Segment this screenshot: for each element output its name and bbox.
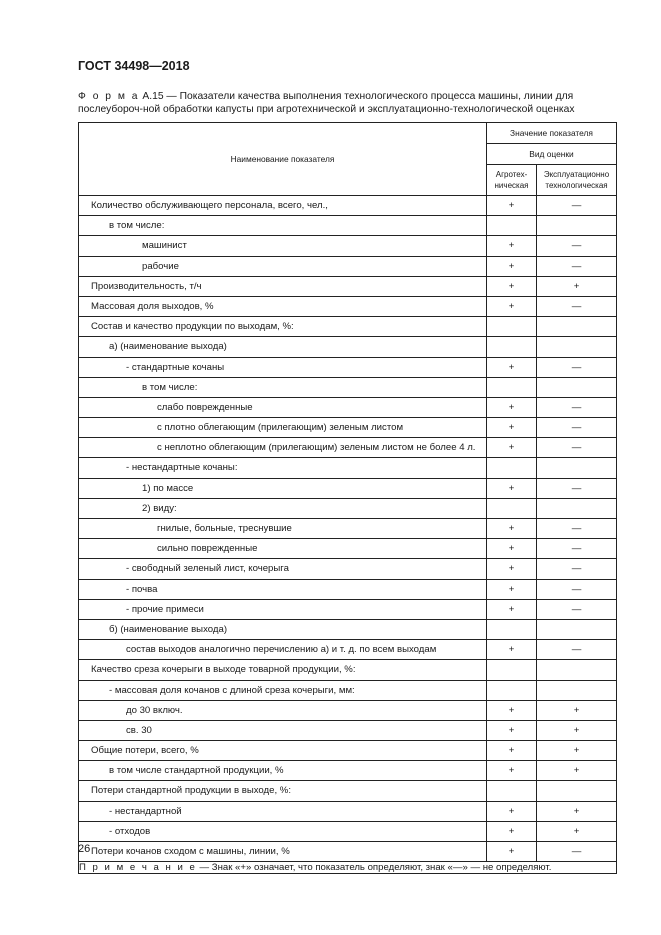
table-row xyxy=(79,741,617,761)
mark-value: + xyxy=(508,442,515,454)
mark-value xyxy=(487,458,536,477)
indicator-name-cell xyxy=(79,216,487,236)
table-row xyxy=(79,619,617,639)
agrotechnical-mark xyxy=(487,539,537,559)
indicator-name-cell xyxy=(79,317,487,337)
indicator-name: гнилые, больные, треснувшие xyxy=(157,523,292,534)
agrotechnical-mark xyxy=(487,418,537,438)
mark-value xyxy=(537,781,616,800)
operational-mark xyxy=(537,619,617,639)
mark-value xyxy=(487,499,536,518)
indicator-name-cell xyxy=(79,599,487,619)
mark-value xyxy=(487,660,536,679)
indicator-name: - нестандартные кочаны: xyxy=(126,462,238,474)
table-row xyxy=(79,377,617,397)
indicator-name-cell xyxy=(79,377,487,397)
table-row xyxy=(79,317,617,337)
mark-value xyxy=(487,216,536,235)
operational-mark xyxy=(537,236,617,256)
mark-value: — xyxy=(571,543,582,555)
indicator-name-cell xyxy=(79,821,487,841)
operational-mark xyxy=(537,377,617,397)
mark-value xyxy=(537,620,616,639)
indicator-name-cell xyxy=(79,761,487,781)
mark-value: — xyxy=(571,644,582,656)
agrotechnical-mark xyxy=(487,519,537,539)
indicator-name-cell xyxy=(79,619,487,639)
operational-mark xyxy=(537,458,617,478)
table-row xyxy=(79,397,617,417)
agrotechnical-mark xyxy=(487,317,537,337)
table-row xyxy=(79,842,617,862)
mark-value xyxy=(537,216,616,235)
indicator-name-cell xyxy=(79,296,487,316)
mark-value: + xyxy=(508,300,515,312)
mark-value: — xyxy=(571,361,582,373)
mark-value: + xyxy=(508,603,515,615)
agrotechnical-mark xyxy=(487,781,537,801)
operational-mark xyxy=(537,519,617,539)
operational-mark xyxy=(537,579,617,599)
operational-mark xyxy=(537,296,617,316)
operational-mark xyxy=(537,317,617,337)
mark-value: + xyxy=(508,523,515,534)
agrotechnical-mark xyxy=(487,579,537,599)
indicator-name-cell xyxy=(79,720,487,740)
indicator-name-cell xyxy=(79,539,487,559)
indicator-name: в том числе: xyxy=(109,220,165,232)
indicator-name-cell xyxy=(79,700,487,720)
mark-value: + xyxy=(573,825,580,837)
agrotechnical-mark xyxy=(487,216,537,236)
table-note xyxy=(79,862,617,874)
indicator-name-cell xyxy=(79,660,487,680)
operational-mark xyxy=(537,256,617,276)
indicators-table xyxy=(78,122,617,874)
mark-value: — xyxy=(571,422,582,434)
note-label: П р и м е ч а н и е xyxy=(79,862,197,874)
indicator-name-cell xyxy=(79,357,487,377)
table-row xyxy=(79,418,617,438)
indicator-name: - прочие примеси xyxy=(126,603,204,615)
agrotechnical-mark xyxy=(487,660,537,680)
caption-text: А.15 — Показатели качества выполнения технологического процесса машины, линии для послеубороч-ной обработки капусты при агротехнической и эксплуатационно-технологической оценках xyxy=(78,91,575,115)
table-row xyxy=(79,196,617,216)
mark-value: + xyxy=(508,724,515,736)
indicator-name: б) (наименование выхода) xyxy=(109,623,228,635)
table-row xyxy=(79,559,617,579)
operational-mark xyxy=(537,821,617,841)
indicator-name-cell xyxy=(79,196,487,216)
mark-value: + xyxy=(508,704,515,716)
indicator-name: Качество среза кочерыги в выходе товарной продукции, %: xyxy=(91,664,356,676)
table-row xyxy=(79,276,617,296)
table-row xyxy=(79,579,617,599)
operational-mark xyxy=(537,741,617,761)
header-operational: Эксплуатационно технологическая xyxy=(537,165,617,196)
table-row xyxy=(79,680,617,700)
table-caption xyxy=(78,90,616,116)
operational-mark xyxy=(537,700,617,720)
indicator-name: - стандартные кочаны xyxy=(126,361,225,373)
operational-mark xyxy=(537,801,617,821)
indicator-name: Общие потери, всего, % xyxy=(91,745,199,757)
mark-value: + xyxy=(508,563,515,575)
indicator-name: Массовая доля выходов, % xyxy=(91,300,214,312)
table-row xyxy=(79,821,617,841)
agrotechnical-mark xyxy=(487,236,537,256)
indicator-name-cell xyxy=(79,498,487,518)
agrotechnical-mark xyxy=(487,276,537,296)
operational-mark xyxy=(537,498,617,518)
mark-value: + xyxy=(508,260,515,272)
header-assessment-kind: Вид оценки xyxy=(487,144,617,165)
operational-mark xyxy=(537,660,617,680)
table-body xyxy=(79,196,617,862)
indicator-name: с неплотно облегающим (прилегающим) зеленым листом не более 4 л. xyxy=(157,442,476,454)
table-row xyxy=(79,236,617,256)
table-row xyxy=(79,296,617,316)
table-row xyxy=(79,539,617,559)
table-row xyxy=(79,700,617,720)
mark-value: + xyxy=(573,745,580,757)
mark-value: — xyxy=(571,482,582,494)
mark-value: + xyxy=(508,280,515,292)
operational-mark xyxy=(537,761,617,781)
table-row xyxy=(79,478,617,498)
agrotechnical-mark xyxy=(487,640,537,660)
mark-value xyxy=(537,499,616,518)
agrotechnical-mark xyxy=(487,397,537,417)
table-row xyxy=(79,640,617,660)
indicator-name-cell xyxy=(79,397,487,417)
indicator-name-cell xyxy=(79,559,487,579)
table-row xyxy=(79,498,617,518)
agrotechnical-mark xyxy=(487,559,537,579)
indicator-name: в том числе стандартной продукции, % xyxy=(109,765,284,777)
mark-value: — xyxy=(571,260,582,272)
mark-value xyxy=(487,337,536,356)
agrotechnical-mark xyxy=(487,761,537,781)
agrotechnical-mark xyxy=(487,256,537,276)
mark-value xyxy=(537,317,616,336)
header-indicator-name: Наименование показателя xyxy=(79,123,487,196)
mark-value xyxy=(487,317,536,336)
indicator-name: 2) виду: xyxy=(142,502,177,514)
mark-value: + xyxy=(508,644,515,656)
indicator-name-cell xyxy=(79,519,487,539)
indicator-name-cell xyxy=(79,458,487,478)
indicator-name: сильно поврежденные xyxy=(157,543,258,555)
agrotechnical-mark xyxy=(487,337,537,357)
mark-value: — xyxy=(571,442,582,454)
table-row xyxy=(79,660,617,680)
mark-value xyxy=(537,458,616,477)
operational-mark xyxy=(537,337,617,357)
indicator-name-cell xyxy=(79,579,487,599)
operational-mark xyxy=(537,559,617,579)
indicator-name: состав выходов аналогично перечислению а) и т. д. по всем выходам xyxy=(126,644,437,656)
mark-value: — xyxy=(571,200,582,211)
agrotechnical-mark xyxy=(487,357,537,377)
agrotechnical-mark xyxy=(487,680,537,700)
operational-mark xyxy=(537,438,617,458)
indicator-name: - отходов xyxy=(109,825,151,837)
indicator-name-cell xyxy=(79,842,487,862)
agrotechnical-mark xyxy=(487,821,537,841)
indicator-name-cell xyxy=(79,781,487,801)
table-row xyxy=(79,599,617,619)
mark-value: + xyxy=(508,745,515,757)
note-text: — Знак «+» означает, что показатель определяют, знак «—» — не определяют. xyxy=(196,862,552,874)
operational-mark xyxy=(537,276,617,296)
mark-value xyxy=(487,681,536,700)
indicator-name-cell xyxy=(79,680,487,700)
operational-mark xyxy=(537,196,617,216)
operational-mark xyxy=(537,781,617,801)
mark-value: + xyxy=(508,482,515,494)
operational-mark xyxy=(537,720,617,740)
operational-mark xyxy=(537,539,617,559)
agrotechnical-mark xyxy=(487,296,537,316)
mark-value xyxy=(537,337,616,356)
mark-value: + xyxy=(508,361,515,373)
table-row xyxy=(79,357,617,377)
mark-value: + xyxy=(508,422,515,434)
table-row xyxy=(79,801,617,821)
table-row xyxy=(79,438,617,458)
mark-value: — xyxy=(571,240,582,252)
indicator-name: Состав и качество продукции по выходам, %: xyxy=(91,321,294,333)
mark-value: + xyxy=(508,200,515,211)
operational-mark xyxy=(537,478,617,498)
mark-value: + xyxy=(573,765,580,777)
agrotechnical-mark xyxy=(487,842,537,862)
table-row xyxy=(79,337,617,357)
operational-mark xyxy=(537,418,617,438)
agrotechnical-mark xyxy=(487,377,537,397)
indicator-name-cell xyxy=(79,276,487,296)
indicator-name-cell xyxy=(79,256,487,276)
mark-value: + xyxy=(508,583,515,595)
indicator-name-cell xyxy=(79,741,487,761)
mark-value: + xyxy=(508,543,515,555)
mark-value: — xyxy=(571,523,582,534)
operational-mark xyxy=(537,640,617,660)
indicator-name-cell xyxy=(79,438,487,458)
header-indicator-value: Значение показателя xyxy=(487,123,617,144)
indicator-name-cell xyxy=(79,478,487,498)
mark-value xyxy=(487,378,536,397)
agrotechnical-mark xyxy=(487,741,537,761)
mark-value: + xyxy=(508,240,515,252)
page-number: 26 xyxy=(78,843,91,855)
agrotechnical-mark xyxy=(487,619,537,639)
agrotechnical-mark xyxy=(487,478,537,498)
indicator-name: - массовая доля кочанов с длиной среза кочерыги, мм: xyxy=(109,684,355,696)
indicator-name-cell xyxy=(79,337,487,357)
mark-value xyxy=(537,681,616,700)
indicator-name: Потери стандартной продукции в выходе, %: xyxy=(91,785,291,797)
indicator-name: до 30 включ. xyxy=(126,704,183,716)
indicator-name: - почва xyxy=(126,583,158,595)
agrotechnical-mark xyxy=(487,438,537,458)
indicator-name: св. 30 xyxy=(126,724,152,736)
table-row xyxy=(79,761,617,781)
mark-value: + xyxy=(508,846,515,857)
indicator-name-cell xyxy=(79,801,487,821)
indicator-name: машинист xyxy=(142,240,187,252)
operational-mark xyxy=(537,842,617,862)
table-row xyxy=(79,458,617,478)
mark-value xyxy=(487,781,536,800)
indicator-name: в том числе: xyxy=(142,381,198,393)
mark-value: — xyxy=(571,563,582,575)
agrotechnical-mark xyxy=(487,801,537,821)
mark-value: — xyxy=(571,603,582,615)
agrotechnical-mark xyxy=(487,196,537,216)
operational-mark xyxy=(537,680,617,700)
indicator-name-cell xyxy=(79,418,487,438)
operational-mark xyxy=(537,216,617,236)
indicator-name: с плотно облегающим (прилегающим) зеленым листом xyxy=(157,422,404,434)
indicator-name: 1) по массе xyxy=(142,482,194,494)
mark-value: — xyxy=(571,583,582,595)
table-row xyxy=(79,519,617,539)
indicator-name: слабо поврежденные xyxy=(157,401,253,413)
mark-value xyxy=(537,660,616,679)
agrotechnical-mark xyxy=(487,498,537,518)
header-agrotechnical: Агротех-ническая xyxy=(487,165,537,196)
mark-value: — xyxy=(571,300,582,312)
caption-label: Ф о р м а xyxy=(78,91,140,102)
indicator-name: Производительность, т/ч xyxy=(91,280,202,292)
mark-value: — xyxy=(571,846,582,857)
table-row xyxy=(79,720,617,740)
indicator-name-cell xyxy=(79,236,487,256)
operational-mark xyxy=(537,599,617,619)
mark-value: + xyxy=(508,765,515,777)
agrotechnical-mark xyxy=(487,599,537,619)
mark-value: + xyxy=(573,724,580,736)
mark-value: + xyxy=(573,805,580,817)
operational-mark xyxy=(537,397,617,417)
mark-value xyxy=(537,378,616,397)
mark-value: + xyxy=(508,401,515,413)
indicator-name-cell xyxy=(79,640,487,660)
mark-value: + xyxy=(573,704,580,716)
document-header: ГОСТ 34498—2018 xyxy=(78,59,190,73)
mark-value xyxy=(487,620,536,639)
table-row xyxy=(79,256,617,276)
operational-mark xyxy=(537,357,617,377)
mark-value: + xyxy=(573,280,580,292)
agrotechnical-mark xyxy=(487,720,537,740)
mark-value: + xyxy=(508,825,515,837)
indicator-name: рабочие xyxy=(142,260,179,272)
agrotechnical-mark xyxy=(487,458,537,478)
mark-value: + xyxy=(508,805,515,817)
table-row xyxy=(79,216,617,236)
table-row xyxy=(79,781,617,801)
mark-value: — xyxy=(571,401,582,413)
indicator-name: а) (наименование выхода) xyxy=(109,341,227,353)
indicator-name: - нестандартной xyxy=(109,805,182,817)
indicator-name: Количество обслуживающего персонала, всего, чел., xyxy=(91,200,328,211)
indicator-name: Потери кочанов сходом с машины, линии, % xyxy=(91,846,290,857)
agrotechnical-mark xyxy=(487,700,537,720)
indicator-name: - свободный зеленый лист, кочерыга xyxy=(126,563,289,575)
